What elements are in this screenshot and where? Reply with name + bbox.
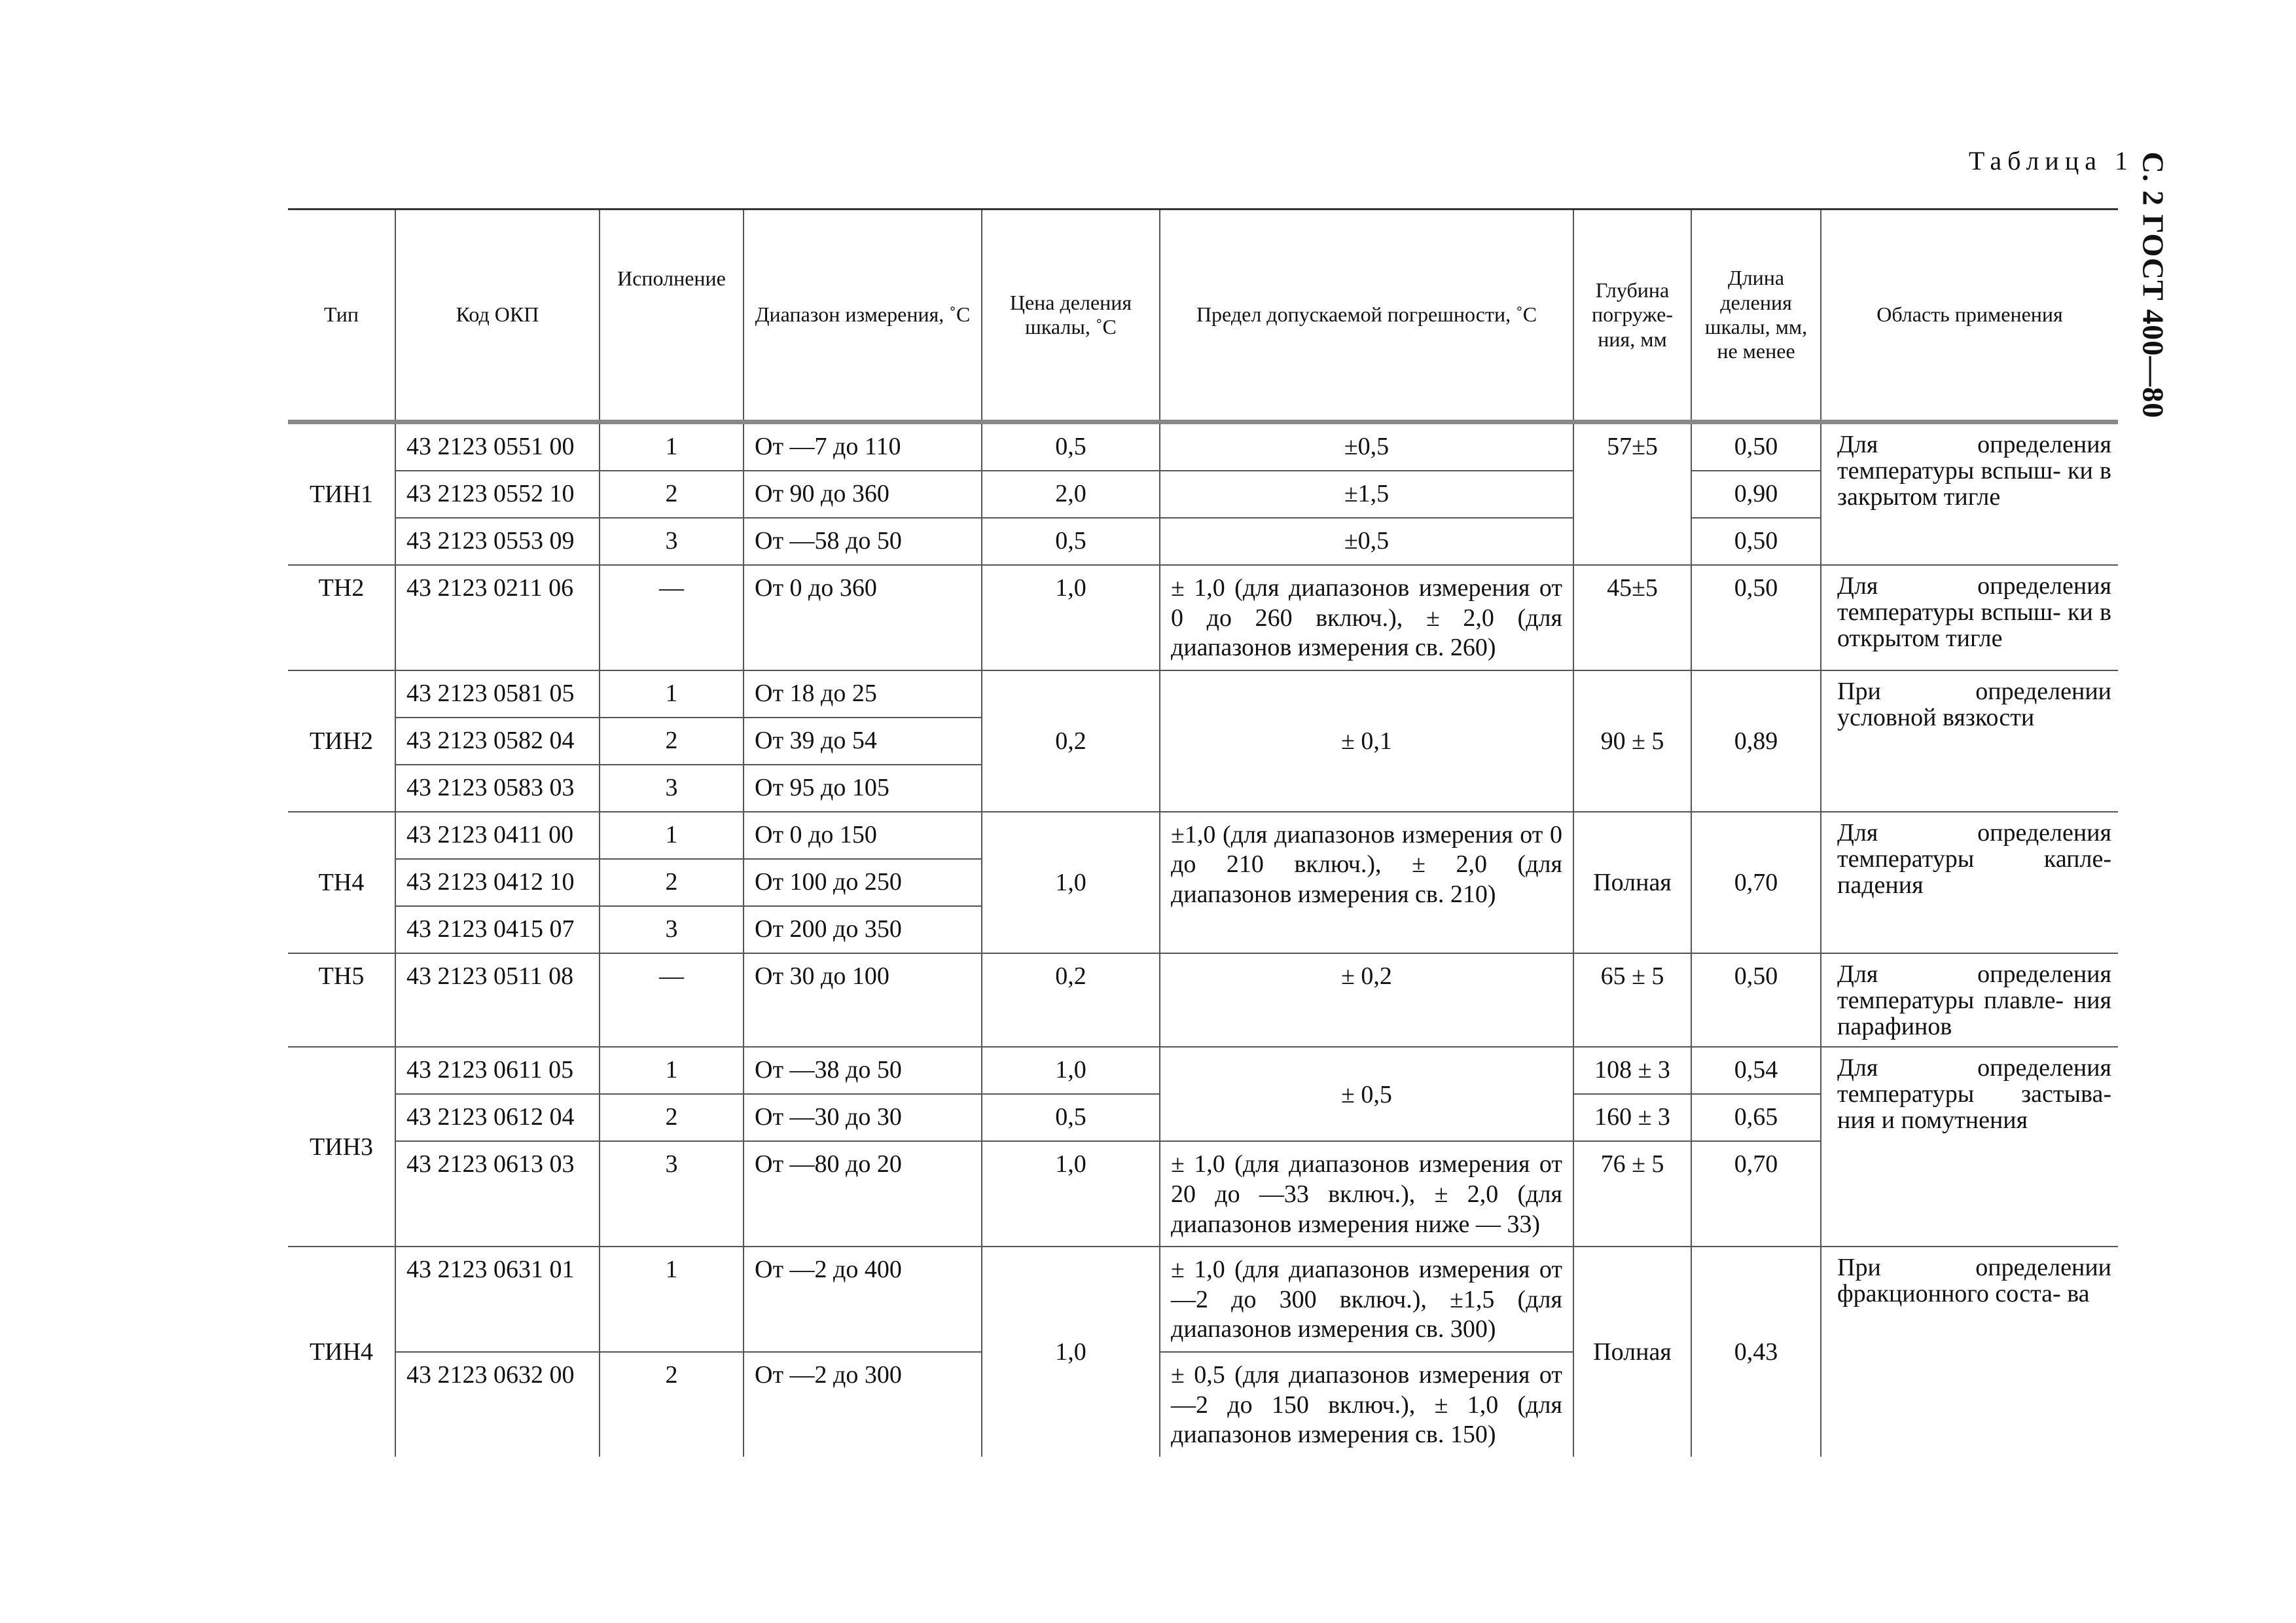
okp-cell: 43 2123 0612 04 bbox=[395, 1094, 600, 1141]
header-depth: Глубина погруже- ния, мм bbox=[1573, 210, 1691, 422]
division-cell: 1,0 bbox=[982, 1141, 1160, 1247]
error-cell: ± 1,0 (для диапазонов измерения от —2 до 300 включ.), ±1,5 (для диапазонов измерения св. 300) bbox=[1160, 1247, 1573, 1352]
version-cell: 2 bbox=[600, 471, 744, 518]
version-cell: 1 bbox=[600, 1047, 744, 1094]
version-cell: 2 bbox=[600, 1352, 744, 1457]
range-cell: От 0 до 150 bbox=[744, 812, 982, 859]
range-cell: От —30 до 30 bbox=[744, 1094, 982, 1141]
version-cell: 1 bbox=[600, 812, 744, 859]
table-row bbox=[288, 1047, 2118, 1094]
application-cell: Для определения температуры застыва- ния и помутнения bbox=[1821, 1047, 2118, 1247]
application-cell: При определении условной вязкости bbox=[1821, 670, 2118, 812]
standard-number: С. 2 ГОСТ 400—80 bbox=[2136, 151, 2170, 418]
division-cell: 0,5 bbox=[982, 518, 1160, 565]
depth-cell: 160 ± 3 bbox=[1573, 1094, 1691, 1141]
okp-cell: 43 2123 0632 00 bbox=[395, 1352, 600, 1457]
depth-cell: 90 ± 5 bbox=[1573, 670, 1691, 812]
range-cell: От —38 до 50 bbox=[744, 1047, 982, 1094]
version-cell: 1 bbox=[600, 670, 744, 718]
error-cell: ± 0,5 bbox=[1160, 1047, 1573, 1141]
type-cell: ТИН3 bbox=[288, 1047, 395, 1247]
depth-cell: Полная bbox=[1573, 812, 1691, 953]
length-cell: 0,43 bbox=[1691, 1247, 1821, 1457]
okp-cell: 43 2123 0412 10 bbox=[395, 859, 600, 906]
application-cell: При определении фракционного соста- ва bbox=[1821, 1247, 2118, 1457]
error-cell: ± 0,1 bbox=[1160, 670, 1573, 812]
length-cell: 0,50 bbox=[1691, 953, 1821, 1048]
depth-cell: Полная bbox=[1573, 1247, 1691, 1457]
division-cell: 1,0 bbox=[982, 1247, 1160, 1457]
length-cell: 0,89 bbox=[1691, 670, 1821, 812]
division-cell: 1,0 bbox=[982, 1047, 1160, 1094]
application-cell: Для определения температуры вспыш- ки в открытом тигле bbox=[1821, 565, 2118, 670]
application-cell: Для определения температуры капле- падения bbox=[1821, 812, 2118, 953]
okp-cell: 43 2123 0582 04 bbox=[395, 718, 600, 765]
division-cell: 2,0 bbox=[982, 471, 1160, 518]
table-container bbox=[288, 208, 2118, 1457]
version-cell: 2 bbox=[600, 859, 744, 906]
header-type: Тип bbox=[288, 210, 395, 422]
range-cell: От 90 до 360 bbox=[744, 471, 982, 518]
length-cell: 0,70 bbox=[1691, 812, 1821, 953]
range-cell: От 18 до 25 bbox=[744, 670, 982, 718]
okp-cell: 43 2123 0553 09 bbox=[395, 518, 600, 565]
type-cell: ТИН2 bbox=[288, 670, 395, 812]
range-cell: От 0 до 360 bbox=[744, 565, 982, 670]
depth-cell: 57±5 bbox=[1573, 422, 1691, 566]
header-version: Исполнение bbox=[600, 210, 744, 422]
length-cell: 0,54 bbox=[1691, 1047, 1821, 1094]
side-header bbox=[2114, 144, 2193, 426]
error-cell: ±1,5 bbox=[1160, 471, 1573, 518]
okp-cell: 43 2123 0552 10 bbox=[395, 471, 600, 518]
depth-cell: 45±5 bbox=[1573, 565, 1691, 670]
table-row bbox=[288, 670, 2118, 718]
version-cell: 1 bbox=[600, 422, 744, 471]
error-cell: ± 0,2 bbox=[1160, 953, 1573, 1048]
okp-cell: 43 2123 0511 08 bbox=[395, 953, 600, 1048]
table-row bbox=[288, 812, 2118, 859]
table-row bbox=[288, 1247, 2118, 1352]
length-cell: 0,50 bbox=[1691, 518, 1821, 565]
error-cell: ±0,5 bbox=[1160, 518, 1573, 565]
error-cell: ± 1,0 (для диапазонов измерения от 0 до 260 включ.), ± 2,0 (для диапазонов измерения св. 260) bbox=[1160, 565, 1573, 670]
version-cell: 3 bbox=[600, 1141, 744, 1247]
type-cell: ТИН1 bbox=[288, 422, 395, 566]
header-range: Диапазон измерения, ˚С bbox=[744, 210, 982, 422]
table-row bbox=[288, 565, 2118, 670]
header-length: Длина деления шкалы, мм, не менее bbox=[1691, 210, 1821, 422]
version-cell: — bbox=[600, 953, 744, 1048]
type-cell: ТН4 bbox=[288, 812, 395, 953]
application-cell: Для определения температуры вспыш- ки в закрытом тигле bbox=[1821, 422, 2118, 566]
division-cell: 0,5 bbox=[982, 422, 1160, 471]
type-cell: ТН5 bbox=[288, 953, 395, 1048]
header-okp: Код ОКП bbox=[395, 210, 600, 422]
range-cell: От 95 до 105 bbox=[744, 765, 982, 812]
division-cell: 1,0 bbox=[982, 812, 1160, 953]
version-cell: — bbox=[600, 565, 744, 670]
range-cell: От 100 до 250 bbox=[744, 859, 982, 906]
division-cell: 0,2 bbox=[982, 953, 1160, 1048]
okp-cell: 43 2123 0411 00 bbox=[395, 812, 600, 859]
version-cell: 2 bbox=[600, 1094, 744, 1141]
table-row bbox=[288, 422, 2118, 471]
version-cell: 3 bbox=[600, 906, 744, 953]
okp-cell: 43 2123 0631 01 bbox=[395, 1247, 600, 1352]
depth-cell: 65 ± 5 bbox=[1573, 953, 1691, 1048]
type-cell: ТИН4 bbox=[288, 1247, 395, 1457]
table-caption: Таблица 1 bbox=[1968, 146, 2134, 175]
header-division: Цена деления шкалы, ˚С bbox=[982, 210, 1160, 422]
range-cell: От 39 до 54 bbox=[744, 718, 982, 765]
range-cell: От 30 до 100 bbox=[744, 953, 982, 1048]
header-application: Область применения bbox=[1821, 210, 2118, 422]
range-cell: От —58 до 50 bbox=[744, 518, 982, 565]
division-cell: 0,5 bbox=[982, 1094, 1160, 1141]
range-cell: От 200 до 350 bbox=[744, 906, 982, 953]
okp-cell: 43 2123 0551 00 bbox=[395, 422, 600, 471]
okp-cell: 43 2123 0583 03 bbox=[395, 765, 600, 812]
version-cell: 3 bbox=[600, 765, 744, 812]
version-cell: 2 bbox=[600, 718, 744, 765]
depth-cell: 76 ± 5 bbox=[1573, 1141, 1691, 1247]
error-cell: ± 0,5 (для диапазонов измерения от —2 до 150 включ.), ± 1,0 (для диапазонов измерения св. 150) bbox=[1160, 1352, 1573, 1457]
application-cell: Для определения температуры плавле- ния парафинов bbox=[1821, 953, 2118, 1048]
depth-cell: 108 ± 3 bbox=[1573, 1047, 1691, 1094]
header-error: Предел допускаемой погрешности, ˚С bbox=[1160, 210, 1573, 422]
length-cell: 0,90 bbox=[1691, 471, 1821, 518]
version-cell: 3 bbox=[600, 518, 744, 565]
okp-cell: 43 2123 0415 07 bbox=[395, 906, 600, 953]
okp-cell: 43 2123 0611 05 bbox=[395, 1047, 600, 1094]
division-cell: 0,2 bbox=[982, 670, 1160, 812]
length-cell: 0,70 bbox=[1691, 1141, 1821, 1247]
division-cell: 1,0 bbox=[982, 565, 1160, 670]
error-cell: ±0,5 bbox=[1160, 422, 1573, 471]
thermometer-table bbox=[288, 208, 2118, 1457]
range-cell: От —2 до 300 bbox=[744, 1352, 982, 1457]
okp-cell: 43 2123 0211 06 bbox=[395, 565, 600, 670]
length-cell: 0,65 bbox=[1691, 1094, 1821, 1141]
length-cell: 0,50 bbox=[1691, 565, 1821, 670]
range-cell: От —7 до 110 bbox=[744, 422, 982, 471]
version-cell: 1 bbox=[600, 1247, 744, 1352]
okp-cell: 43 2123 0581 05 bbox=[395, 670, 600, 718]
range-cell: От —2 до 400 bbox=[744, 1247, 982, 1352]
error-cell: ± 1,0 (для диапазонов измерения от 20 до —33 включ.), ± 2,0 (для диапазонов измерения ниже — 33) bbox=[1160, 1141, 1573, 1247]
range-cell: От —80 до 20 bbox=[744, 1141, 982, 1247]
okp-cell: 43 2123 0613 03 bbox=[395, 1141, 600, 1247]
error-cell: ±1,0 (для диапазонов измерения от 0 до 210 включ.), ± 2,0 (для диапазонов измерения св. 210) bbox=[1160, 812, 1573, 953]
type-cell: ТН2 bbox=[288, 565, 395, 670]
header-row bbox=[288, 210, 2118, 422]
length-cell: 0,50 bbox=[1691, 422, 1821, 471]
table-row bbox=[288, 953, 2118, 1048]
